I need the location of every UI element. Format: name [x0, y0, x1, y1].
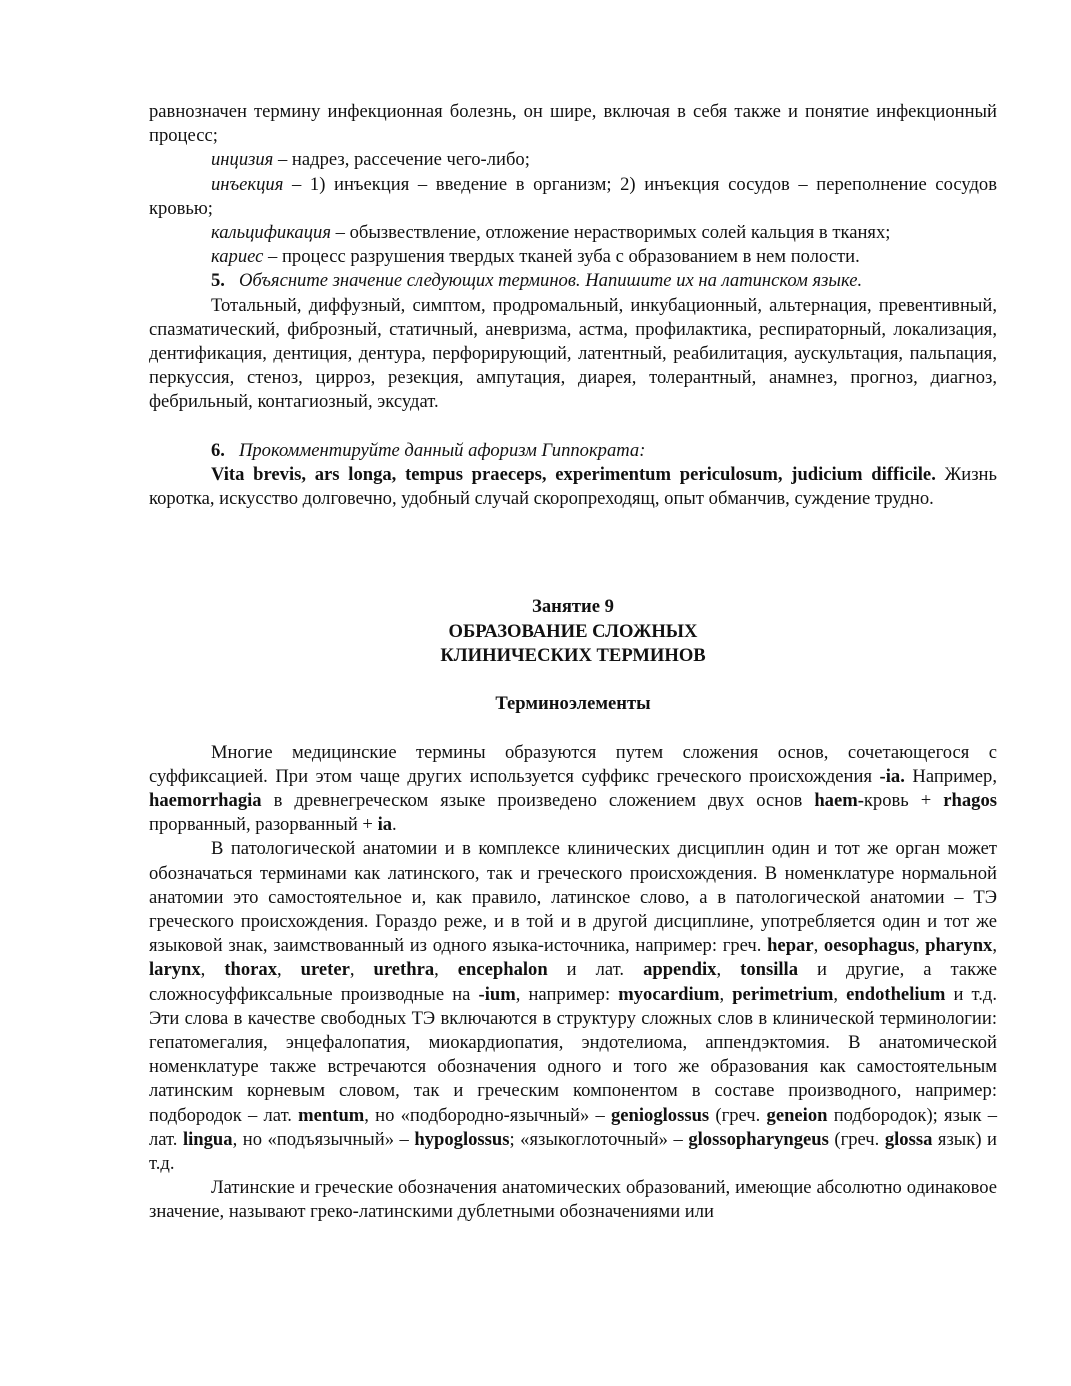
latin-term: hypoglossus	[414, 1128, 510, 1150]
term-injection: инъекция	[211, 173, 284, 195]
document-page	[149, 100, 997, 1225]
paragraph-infection: равнозначен термину инфекционная болезнь, он шире, включая в себя также и понятие инфекционный процесс;	[149, 101, 997, 147]
aphorism	[149, 463, 997, 511]
latin-term: hepar	[767, 935, 814, 957]
text-run: ,	[277, 959, 301, 981]
aphorism-translation: Жизнь коротка, искусство долговечно, удобный случай скоропреходящ, опыт обманчив, суждение трудно.	[149, 464, 997, 510]
task-6	[149, 439, 997, 463]
latin-term: rhagos	[943, 790, 998, 812]
text-run: прорванный, разорванный +	[149, 814, 378, 836]
latin-term: pharynx	[925, 935, 993, 957]
text-run: ,	[349, 959, 374, 981]
section-title: Терминоэлементы	[495, 693, 651, 715]
latin-term: -ia.	[879, 765, 905, 787]
text-run: , но «подбородно-язычный» –	[364, 1104, 611, 1126]
text-run: и т.д. Эти слова в качестве свободных ТЭ включаются в структуру сложных слов в клинической терминологии: гепатомегалия, энцефалопатия, миокардиопатия, эндотелиома, аппендэктомия. В анатомической номенклатуре также встречаются обозначения одного и того же образования как самостоятельным латинским корневым словом, так и греческим компонентом в составе производного, например: подбородок – лат.	[149, 983, 997, 1126]
spacer	[149, 415, 997, 439]
definition-text: – обызвествление, отложение нерастворимых солей кальция в тканях;	[330, 222, 891, 244]
text-run: ,	[813, 935, 824, 957]
latin-term: glossopharyngeus	[688, 1128, 829, 1150]
text-run: , например:	[515, 983, 619, 1005]
latin-term: endothelium	[846, 983, 946, 1005]
latin-term: urethra	[373, 959, 435, 981]
latin-term: ia	[377, 814, 393, 836]
lesson-heading-line-2: КЛИНИЧЕСКИХ ТЕРМИНОВ	[440, 644, 706, 666]
paragraph-doublets: Латинские и греческие обозначения анатомических образований, имеющие абсолютно одинаковое значение, называют греко-латинскими дублетными обозначениями или	[149, 1177, 997, 1223]
text-run: в древнегреческом языке произведено сложением двух основ	[261, 790, 815, 812]
task-instruction: Прокомментируйте данный афоризм Гиппократа:	[238, 439, 646, 461]
text-run: ,	[833, 983, 847, 1005]
text-run: (греч.	[828, 1128, 885, 1150]
latin-term: ureter	[300, 959, 350, 981]
text-run: и лат.	[547, 959, 644, 981]
latin-term: tonsilla	[740, 959, 798, 981]
task-number: 6.	[211, 439, 225, 461]
latin-term: glossa	[884, 1128, 933, 1150]
term-incision: инцизия	[211, 149, 274, 171]
definition-text: – 1) инъекция – введение в организм; 2) инъекция сосудов – переполнение сосудов кровью;	[149, 173, 997, 219]
text-run: язык) и т.д.	[149, 1128, 997, 1175]
definition-caries	[149, 245, 997, 269]
text-run: ; «языкоглоточный» –	[509, 1128, 689, 1150]
text-run: (греч.	[709, 1104, 767, 1126]
task-5	[149, 269, 997, 293]
latin-term: larynx	[149, 959, 201, 981]
text-run: ,	[914, 935, 926, 957]
latin-term: haem-	[814, 790, 864, 812]
spacer	[149, 511, 997, 595]
latin-term: myocardium	[618, 983, 720, 1005]
text-run: ,	[719, 983, 733, 1005]
task-number: 5.	[211, 270, 225, 292]
term-calcification: кальцификация	[211, 222, 331, 244]
task-instruction: Объясните значение следующих терминов. Напишите их на латинском языке.	[238, 270, 863, 292]
task-5-terms: Тотальный, диффузный, симптом, продромальный, инкубационный, альтернация, превентивный, спазматический, фиброзный, статичный, аневризма, астма, профилактика, респираторный, локализация, дентификация, дентиция, дентура, перфорирующий, латентный, реабилитация, аускультация, пальпация, перкуссия, стеноз, цирроз, резекция, ампутация, диарея, толерантный, анамнез, прогноз, диагноз, фебрильный, контагиозный, эксудат.	[149, 294, 997, 413]
latin-term: mentum	[298, 1104, 365, 1126]
lesson-heading-line-1: ОБРАЗОВАНИЕ СЛОЖНЫХ	[448, 620, 698, 642]
latin-term: encephalon	[457, 959, 548, 981]
aphorism-latin: Vita brevis, ars longa, tempus praeceps, experimentum periculosum, judicium difficile.	[211, 464, 936, 486]
latin-term: appendix	[643, 959, 717, 981]
text-run: ,	[716, 959, 741, 981]
term-caries: кариес	[211, 246, 264, 268]
spacer	[149, 668, 997, 692]
text-run: ,	[434, 959, 458, 981]
definition-incision	[149, 148, 997, 172]
latin-term: haemorrhagia	[149, 790, 262, 812]
latin-term: genioglossus	[610, 1104, 710, 1126]
latin-term: -ium	[478, 983, 516, 1005]
latin-term: perimetrium	[732, 983, 834, 1005]
definition-injection	[149, 173, 997, 221]
text-run: В патологической анатомии и в комплексе клинических дисциплин один и тот же орган может обозначаться терминами как латинского, так и греческого происхождения. В номенклатуре нормальной анатомии это самостоятельное и, как правило, латинское слово, а в патологической анатомии – ТЭ греческого происхождения. Гораздо реже, и в той и в другой дисциплине, употребляется один и тот же языковой знак, заимствованный из одного языка-источника, например: греч.	[149, 838, 997, 957]
latin-term: geneion	[766, 1104, 828, 1126]
text-run: Многие медицинские термины образуются путем сложения основ, сочетающегося с суффиксацией. При этом чаще других используется суффикс греческого происхождения	[149, 741, 997, 787]
latin-term: thorax	[224, 959, 277, 981]
text-run: ,	[992, 935, 997, 957]
text-run: , но «подъязычный» –	[232, 1128, 415, 1150]
latin-term: oesophagus	[823, 935, 915, 957]
text-run: подбородок); язык – лат.	[149, 1104, 997, 1150]
paragraph-pathology	[149, 837, 997, 1176]
paragraph-compound-terms	[149, 741, 997, 838]
latin-term: lingua	[182, 1128, 233, 1150]
text-run: кровь +	[863, 790, 944, 812]
definition-calcification	[149, 221, 997, 245]
definition-text: – надрез, рассечение чего-либо;	[273, 149, 530, 171]
text-run: .	[392, 814, 397, 836]
spacer	[149, 716, 997, 740]
text-run: ,	[200, 959, 225, 981]
lesson-number: Занятие 9	[532, 596, 614, 618]
definition-text: – процесс разрушения твердых тканей зуба с образованием в нем полости.	[263, 246, 860, 268]
text-run: Например,	[904, 765, 997, 787]
text-run: и другие, а также сложносуффиксальные производные на	[149, 959, 998, 1005]
